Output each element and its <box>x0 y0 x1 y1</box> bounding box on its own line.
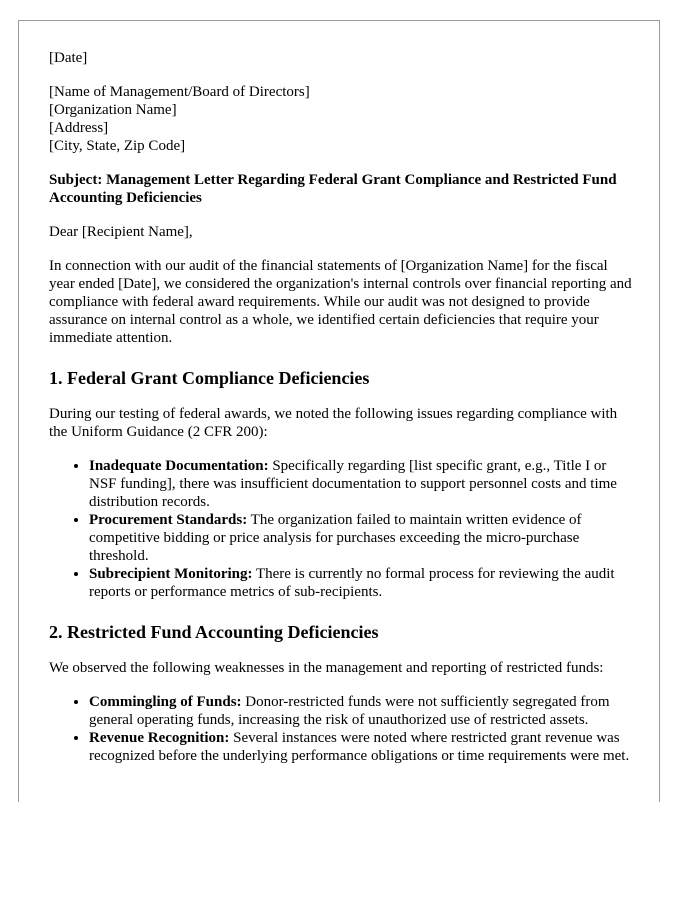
restricted-fund-deficiency-list <box>49 693 634 765</box>
list-item <box>89 693 634 729</box>
list-item-text: Several instances were noted where restricted grant revenue was recognized before the underlying performance obligations or time requirements were met. <box>89 730 630 764</box>
section-lead-federal-grant: During our testing of federal awards, we noted the following issues regarding compliance with the Uniform Guidance (2 CFR 200): <box>49 406 618 440</box>
letter-subject: Subject: Management Letter Regarding Federal Grant Compliance and Restricted Fund Accounting Deficiencies <box>49 172 617 206</box>
section-lead-restricted-fund: We observed the following weaknesses in the management and reporting of restricted funds: <box>49 660 604 676</box>
section-heading-federal-grant: 1. Federal Grant Compliance Deficiencies <box>49 368 370 388</box>
list-item-text: Donor-restricted funds were not sufficiently segregated from general operating funds, increasing the risk of unauthorized use of restricted assets. <box>89 694 610 728</box>
list-item-text: The organization failed to maintain written evidence of competitive bidding or price analysis for purchases exceeding the micro-purchase threshold. <box>89 512 582 564</box>
letter-intro: In connection with our audit of the financial statements of [Organization Name] for the fiscal year ended [Date], we considered the organization's internal controls over financial reporting and compliance with federal award requirements. While our audit was not designed to provide assurance on internal control as a whole, we identified certain deficiencies that require your immediate attention. <box>49 258 632 346</box>
list-item-title: Inadequate Documentation: <box>89 458 269 474</box>
list-item-text: Specifically regarding [list specific grant, e.g., Title I or NSF funding], there was insufficient documentation to support personnel costs and time distribution records. <box>89 458 617 510</box>
address-line-organization: [Organization Name] <box>49 102 177 118</box>
section-heading-restricted-fund: 2. Restricted Fund Accounting Deficiencies <box>49 622 379 642</box>
address-line-street: [Address] <box>49 120 109 136</box>
address-line-city: [City, State, Zip Code] <box>49 138 186 154</box>
list-item-title: Subrecipient Monitoring: <box>89 566 253 582</box>
list-item <box>89 729 634 765</box>
list-item <box>89 511 634 565</box>
list-item-text: There is currently no formal process for reviewing the audit reports or performance metrics of sub-recipients. <box>89 566 615 600</box>
list-item-title: Procurement Standards: <box>89 512 248 528</box>
letter-date: [Date] <box>49 50 88 66</box>
address-line-recipient: [Name of Management/Board of Directors] <box>49 84 310 100</box>
letter-content <box>49 49 634 785</box>
recipient-address <box>49 83 634 155</box>
list-item-title: Revenue Recognition: <box>89 730 230 746</box>
list-item <box>89 457 634 511</box>
list-item-title: Commingling of Funds: <box>89 694 242 710</box>
letter-greeting: Dear [Recipient Name], <box>49 224 193 240</box>
list-item <box>89 565 634 601</box>
federal-grant-deficiency-list <box>49 457 634 601</box>
letter-page <box>18 20 660 802</box>
